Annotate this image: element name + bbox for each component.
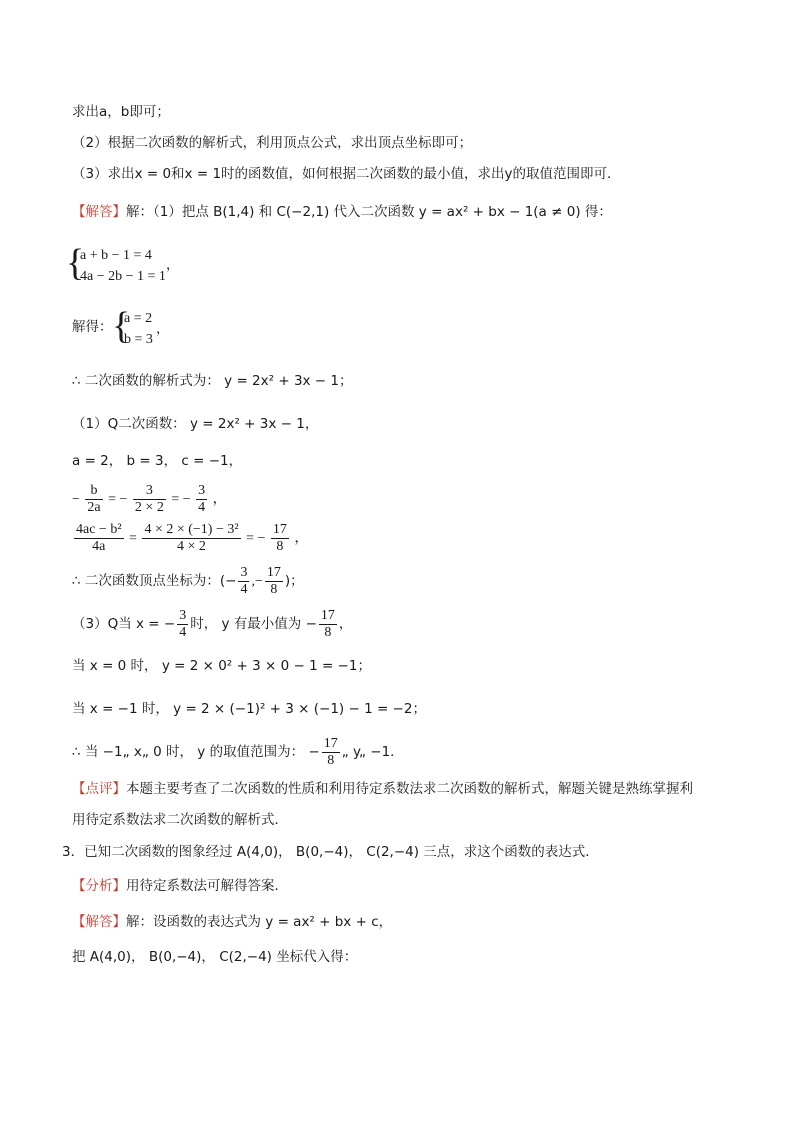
question-3: 3．已知二次函数的图象经过 A(4,0)， B(0,−4)， C(2,−4) 三点，求这个函数的表达式． <box>62 844 599 860</box>
line-solution-start <box>72 203 612 221</box>
fraction-3-4 <box>177 608 188 641</box>
minimum-tail: ， <box>338 616 353 632</box>
numerator: 17 <box>323 735 338 751</box>
fraction-17-8 <box>265 565 283 598</box>
equation-system-1 <box>80 245 166 287</box>
comment-text: 本题主要考查了二次函数的性质和利用待定系数法求二次函数的解析式，解题关键是熟练掌握利 <box>126 781 693 797</box>
denominator: 8 <box>327 752 335 768</box>
fraction-3-4 <box>238 565 249 598</box>
numerator: 4 × 2 × (−1) − 3² <box>144 522 239 538</box>
comma: ， <box>294 531 309 546</box>
line-part2-hint: （2）根据二次函数的解析式，利用顶点公式，求出顶点坐标即可； <box>72 135 473 151</box>
line-coefficients: a = 2， b = 3， c = −1， <box>72 453 243 469</box>
fraction-substituted <box>142 522 240 555</box>
equals: = <box>129 531 137 546</box>
vertex-tail: )； <box>284 573 304 589</box>
minimum-mid: 时， y 有最小值为 − <box>190 616 317 632</box>
solution-tag: 【解答】 <box>72 204 126 220</box>
comma: ， <box>212 492 227 507</box>
numerator: 3 <box>240 564 248 580</box>
system-2-comma: ， <box>156 321 170 337</box>
system-brace-1: { <box>66 242 85 284</box>
fraction-3-4 <box>196 483 207 516</box>
numerator: b <box>85 483 102 500</box>
solution-a-value: a = 2 <box>124 311 153 326</box>
numerator: 17 <box>266 564 281 580</box>
equals-minus: = − <box>108 492 128 507</box>
system-1-comma: ， <box>166 257 180 273</box>
fraction-17-8 <box>271 522 289 555</box>
system-brace-2: { <box>112 305 131 347</box>
numerator: 3 <box>179 607 187 623</box>
denominator: 2 × 2 <box>134 500 164 516</box>
line-x-equals-0: 当 x = 0 时， y = 2 × 0² + 3 × 0 − 1 = −1； <box>72 658 371 674</box>
solution-tag-2: 【解答】 <box>72 914 126 930</box>
line-vertex-y <box>72 519 308 559</box>
denominator: 8 <box>324 624 332 640</box>
numerator: 17 <box>320 607 335 623</box>
fraction-4ac-b2 <box>74 522 124 555</box>
denominator: 4 <box>240 581 248 597</box>
numerator: 4ac − b² <box>76 522 122 538</box>
line-part3-hint: （3）求出x = 0和x = 1时的函数值，如何根据二次函数的最小值，求出y的取值范围即可． <box>72 166 621 182</box>
line-analysis <box>72 877 288 895</box>
line-vertex-x <box>72 480 227 520</box>
line-comment <box>72 780 693 798</box>
denominator: 8 <box>276 539 284 555</box>
minus-sign: − <box>72 492 80 507</box>
denominator: 8 <box>270 581 278 597</box>
denominator: 4 <box>179 624 187 640</box>
line-minimum <box>72 606 352 642</box>
solution-text: 解：（1）把点 B(1,4) 和 C(−2,1) 代入二次函数 y = ax² + bx − 1(a ≠ 0) 得： <box>126 204 612 220</box>
denominator: 4 <box>198 500 206 516</box>
line-range <box>72 734 404 770</box>
analysis-text: 用待定系数法可解得答案． <box>126 878 288 894</box>
equation-1: a + b − 1 = 4 <box>80 248 152 263</box>
minimum-lead: （3）Q当 x = − <box>72 616 176 632</box>
comment-tag: 【点评】 <box>72 781 126 797</box>
line-vertex-coords <box>72 563 304 600</box>
range-tail: „ y„ −1． <box>341 744 404 760</box>
fraction-17-8 <box>322 736 340 769</box>
line-comment-cont: 用待定系数法求二次函数的解析式． <box>72 812 288 828</box>
vertex-lead: ∴ 二次函数顶点坐标为：(− <box>72 573 237 589</box>
solution-3-text: 解：设函数的表达式为 y = ax² + bx + c， <box>126 914 393 930</box>
analysis-tag: 【分析】 <box>72 878 126 894</box>
fraction-17-8 <box>319 608 337 641</box>
equals-minus: = − <box>171 492 191 507</box>
line-substitute: 把 A(4,0)， B(0,−4)， C(2,−4) 坐标代入得： <box>72 949 358 965</box>
separator: ,− <box>251 574 263 589</box>
fraction-b-2a <box>85 483 102 516</box>
numerator: 3 <box>198 483 206 499</box>
denominator: 2a <box>87 500 101 516</box>
equals-minus: = − <box>246 531 266 546</box>
equation-2: 4a − 2b − 1 = 1 <box>80 269 166 284</box>
fraction-3-over-2x2 <box>133 483 166 516</box>
line-solution-3 <box>72 913 392 931</box>
numerator: 17 <box>272 522 287 538</box>
solve-label: 解得： <box>72 319 113 335</box>
line-function: （1）Q二次函数： y = 2x² + 3x − 1， <box>72 416 319 432</box>
denominator: 4 × 2 <box>177 539 206 555</box>
line-expression: ∴ 二次函数的解析式为： y = 2x² + 3x − 1； <box>72 373 353 389</box>
line-x-equals-minus-1: 当 x = −1 时， y = 2 × (−1)² + 3 × (−1) − 1 = −2； <box>72 701 426 717</box>
numerator: 3 <box>133 483 166 500</box>
solution-b-value: b = 3 <box>124 332 153 347</box>
line-find-a-b: 求出a，b即可； <box>72 104 170 120</box>
denominator: 4a <box>92 539 106 555</box>
range-lead: ∴ 当 −1„ x„ 0 时， y 的取值范围为： − <box>72 744 320 760</box>
equation-system-2 <box>124 308 153 350</box>
